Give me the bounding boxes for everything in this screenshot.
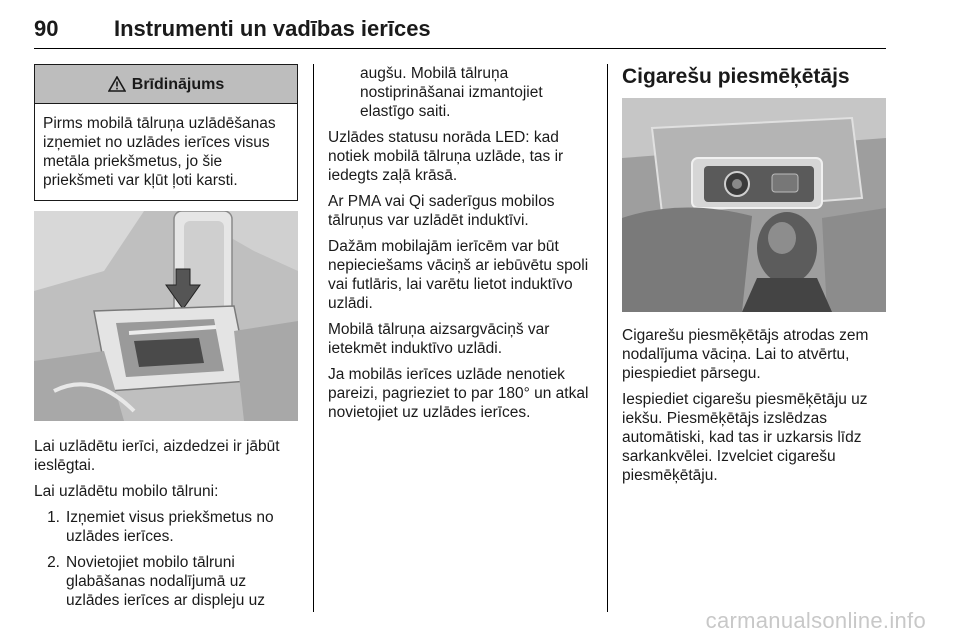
step-text: Izņemiet visus priekšmetus no uzlādes ierīces. bbox=[66, 509, 274, 545]
warning-box bbox=[34, 64, 298, 201]
page-number: 90 bbox=[34, 16, 59, 41]
warning-header bbox=[35, 65, 297, 104]
paragraph: Mobilā tālruņa aizsargvāciņš var ietekmēt induktīvo uzlādi. bbox=[328, 321, 550, 357]
paragraph: Ja mobilās ierīces uzlāde nenotiek pareizi, pagrieziet to par 180° un atkal novietojiet uz uzlādes ierīces. bbox=[328, 366, 589, 421]
cigarette-lighter-illustration bbox=[622, 98, 886, 312]
lighter-usage: Iespiediet cigarešu piesmēķētāju uz iekšu. Piesmēķētājs izslēdzas automātiski, kad tas ir uzkarsis līdz sarkankvēlei. Izvelciet cigarešu piesmēķētāju. bbox=[622, 391, 868, 484]
column-1 bbox=[34, 64, 298, 617]
column-3 bbox=[622, 64, 886, 492]
step-text: Novietojiet mobilo tālruni glabāšanas nodalījumā uz uzlādes ierīces ar displeju uz bbox=[66, 554, 266, 609]
lighter-location: Cigarešu piesmēķētājs atrodas zem nodalījuma vāciņa. Lai to atvērtu, piespiediet pārsegu. bbox=[622, 327, 869, 382]
ignition-note: Lai uzlādētu ierīci, aizdedzei ir jābūt ieslēgtai. bbox=[34, 438, 280, 474]
charge-intro: Lai uzlādētu mobilo tālruni: bbox=[34, 483, 219, 500]
step-number: 2. bbox=[47, 554, 60, 571]
column-divider-2 bbox=[607, 64, 608, 612]
paragraph: Ar PMA vai Qi saderīgus mobilos tālruņus var uzlādēt induktīvi. bbox=[328, 193, 555, 229]
warning-text: Pirms mobilā tālruņa uzlādēšanas izņemiet no uzlādes ierīces visus metāla priekšmetus, jo šie priekšmeti var kļūt ļoti karsti. bbox=[43, 115, 276, 189]
watermark: carmanualsonline.info bbox=[705, 608, 926, 633]
step-number: 1. bbox=[47, 509, 60, 526]
column-divider-1 bbox=[313, 64, 314, 612]
chapter-title: Instrumenti un vadības ierīces bbox=[114, 16, 431, 41]
step-continuation: augšu. Mobilā tālruņa nostiprināšanai izmantojiet elastīgo saiti. bbox=[360, 65, 543, 120]
warning-triangle-icon bbox=[108, 76, 126, 92]
page-header bbox=[34, 10, 886, 49]
section-title: Cigarešu piesmēķētājs bbox=[622, 65, 850, 88]
column-2 bbox=[328, 64, 594, 429]
wireless-charger-illustration bbox=[34, 211, 298, 421]
warning-title: Brīdinājums bbox=[131, 75, 225, 93]
list-item bbox=[34, 553, 298, 610]
list-item bbox=[34, 508, 298, 546]
paragraph: Uzlādes statusu norāda LED: kad notiek mobilā tālruņa uzlāde, tas ir iedegts zaļā krāsā. bbox=[328, 129, 564, 184]
paragraph: Dažām mobilajām ierīcēm var būt nepieciešams vāciņš ar iebūvētu spoli vai futlāris, lai varētu lietot induktīvo uzlādi. bbox=[328, 238, 589, 312]
charging-steps bbox=[34, 508, 298, 610]
